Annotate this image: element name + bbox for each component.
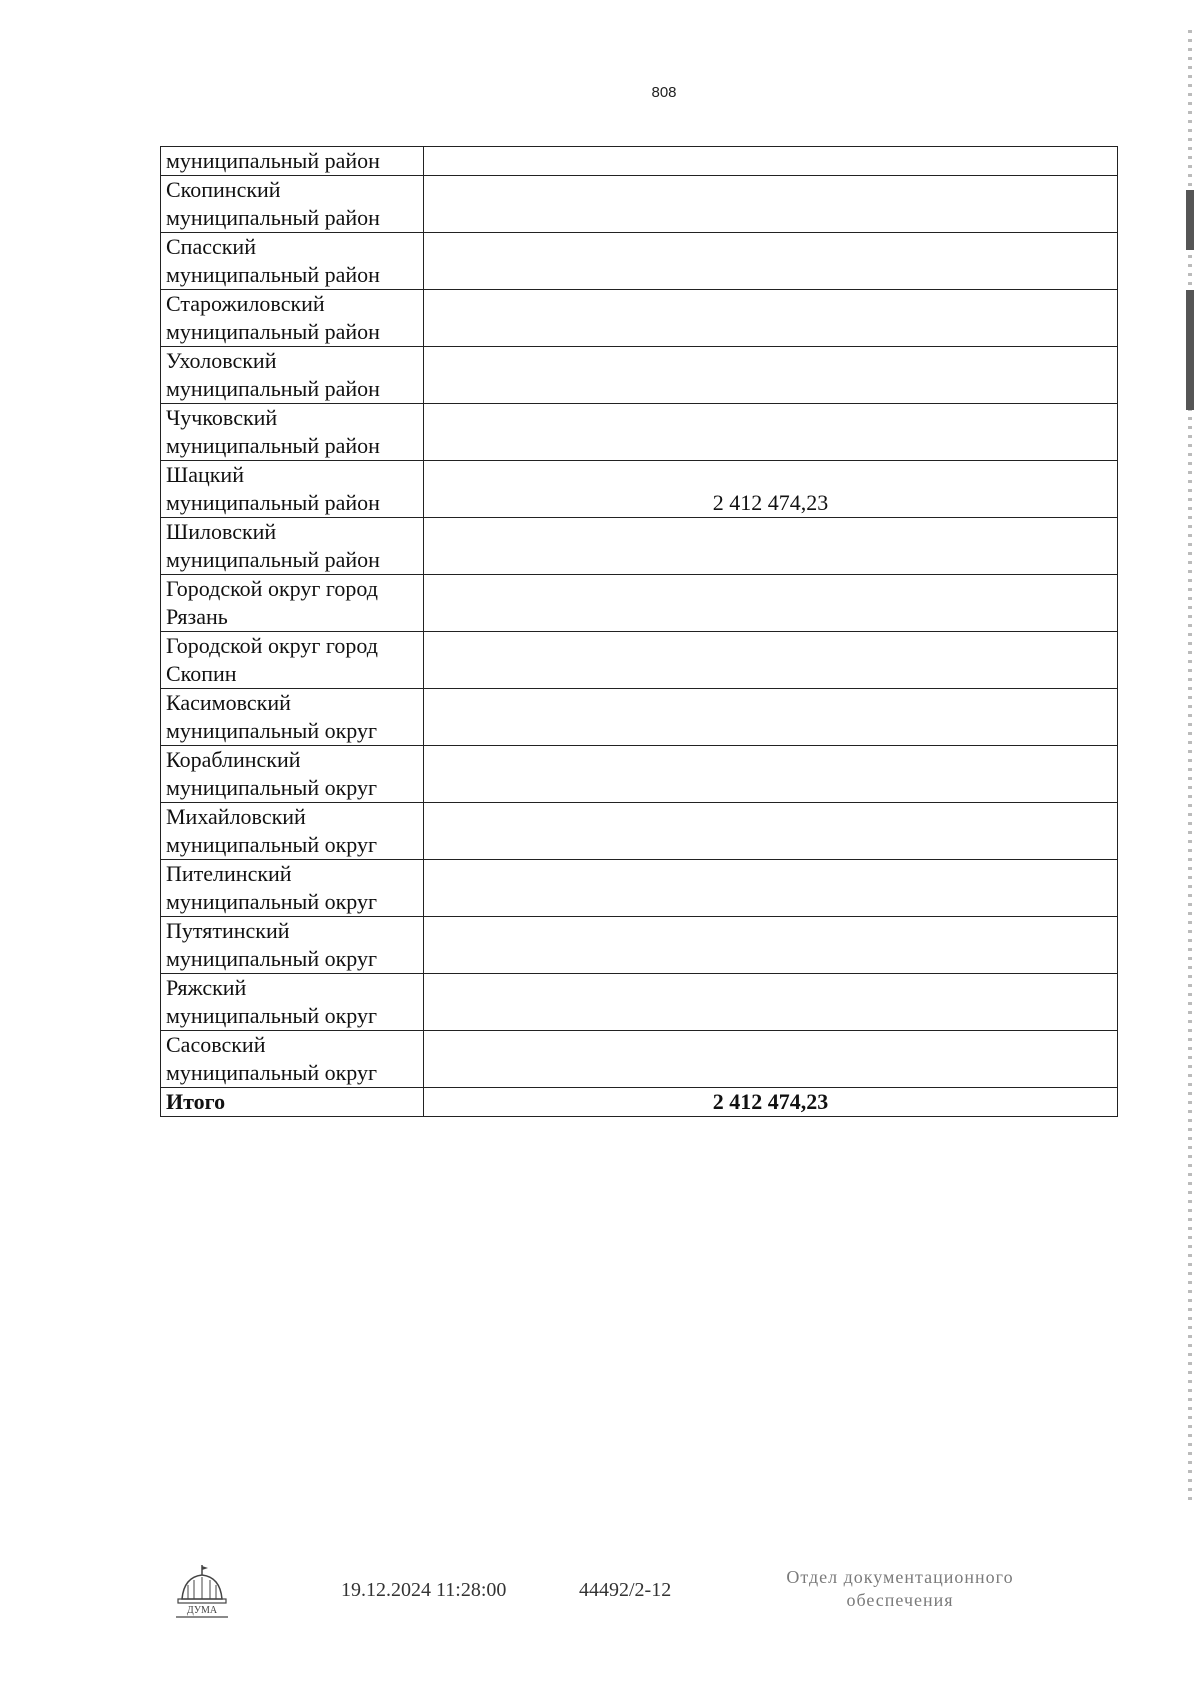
- table-row: [161, 347, 1118, 404]
- total-label: Итого: [161, 1088, 424, 1117]
- registration-date: 19.12.2024 11:28:00: [341, 1579, 507, 1601]
- table-row: [161, 632, 1118, 689]
- scan-edge-artifact: [1186, 290, 1194, 410]
- district-name: Путятинский муниципальный округ: [161, 917, 424, 974]
- district-name: Михайловский муниципальный округ: [161, 803, 424, 860]
- total-amount: 2 412 474,23: [424, 1088, 1118, 1117]
- amount-cell: [424, 575, 1118, 632]
- svg-text:ДУМА: ДУМА: [186, 1605, 218, 1616]
- district-name: Пителинский муниципальный округ: [161, 860, 424, 917]
- table-row: [161, 917, 1118, 974]
- district-name: Чучковский муниципальный район: [161, 404, 424, 461]
- table-row: [161, 461, 1118, 518]
- amount-cell: [424, 917, 1118, 974]
- table-row: [161, 404, 1118, 461]
- district-name: Ряжский муниципальный округ: [161, 974, 424, 1031]
- table-row: [161, 746, 1118, 803]
- table-row: [161, 147, 1118, 176]
- district-name: Сасовский муниципальный округ: [161, 1031, 424, 1088]
- department-stamp: Отдел документационного обеспечения: [786, 1567, 1014, 1610]
- registration-code: 44492/2-12: [579, 1579, 672, 1601]
- table-row: [161, 575, 1118, 632]
- table-row: [161, 1031, 1118, 1088]
- amount-cell: [424, 290, 1118, 347]
- district-name: Старожиловский муниципальный район: [161, 290, 424, 347]
- amount-cell: [424, 974, 1118, 1031]
- amount-cell: [424, 147, 1118, 176]
- district-name: Скопинский муниципальный район: [161, 176, 424, 233]
- amount-cell: [424, 746, 1118, 803]
- district-name: Шиловский муниципальный район: [161, 518, 424, 575]
- amount-cell: [424, 689, 1118, 746]
- district-name: Спасский муниципальный район: [161, 233, 424, 290]
- district-name: Кораблинский муниципальный округ: [161, 746, 424, 803]
- amount-cell: [424, 347, 1118, 404]
- amount-cell: [424, 233, 1118, 290]
- amount-cell: [424, 176, 1118, 233]
- district-name: Городской округ город Скопин: [161, 632, 424, 689]
- table-row: [161, 290, 1118, 347]
- table-row: [161, 176, 1118, 233]
- scan-edge-artifact: [1186, 190, 1194, 250]
- amount-cell: [424, 803, 1118, 860]
- total-row: [161, 1088, 1118, 1117]
- scan-edge-artifact: [1188, 30, 1192, 1500]
- page-number: 808: [651, 84, 677, 101]
- amount-cell: [424, 860, 1118, 917]
- table-row: [161, 518, 1118, 575]
- allocation-table: [160, 146, 1118, 1117]
- district-name: Ухоловский муниципальный район: [161, 347, 424, 404]
- amount-cell: 2 412 474,23: [424, 461, 1118, 518]
- table-row: [161, 974, 1118, 1031]
- amount-cell: [424, 404, 1118, 461]
- district-name: Городской округ город Рязань: [161, 575, 424, 632]
- duma-emblem-icon: [170, 1563, 234, 1621]
- amount-cell: [424, 632, 1118, 689]
- table-row: [161, 803, 1118, 860]
- table-row: [161, 860, 1118, 917]
- amount-cell: [424, 1031, 1118, 1088]
- table-row: [161, 233, 1118, 290]
- district-name: муниципальный район: [161, 147, 424, 176]
- district-name: Шацкий муниципальный район: [161, 461, 424, 518]
- amount-cell: [424, 518, 1118, 575]
- table-row: [161, 689, 1118, 746]
- district-name: Касимовский муниципальный округ: [161, 689, 424, 746]
